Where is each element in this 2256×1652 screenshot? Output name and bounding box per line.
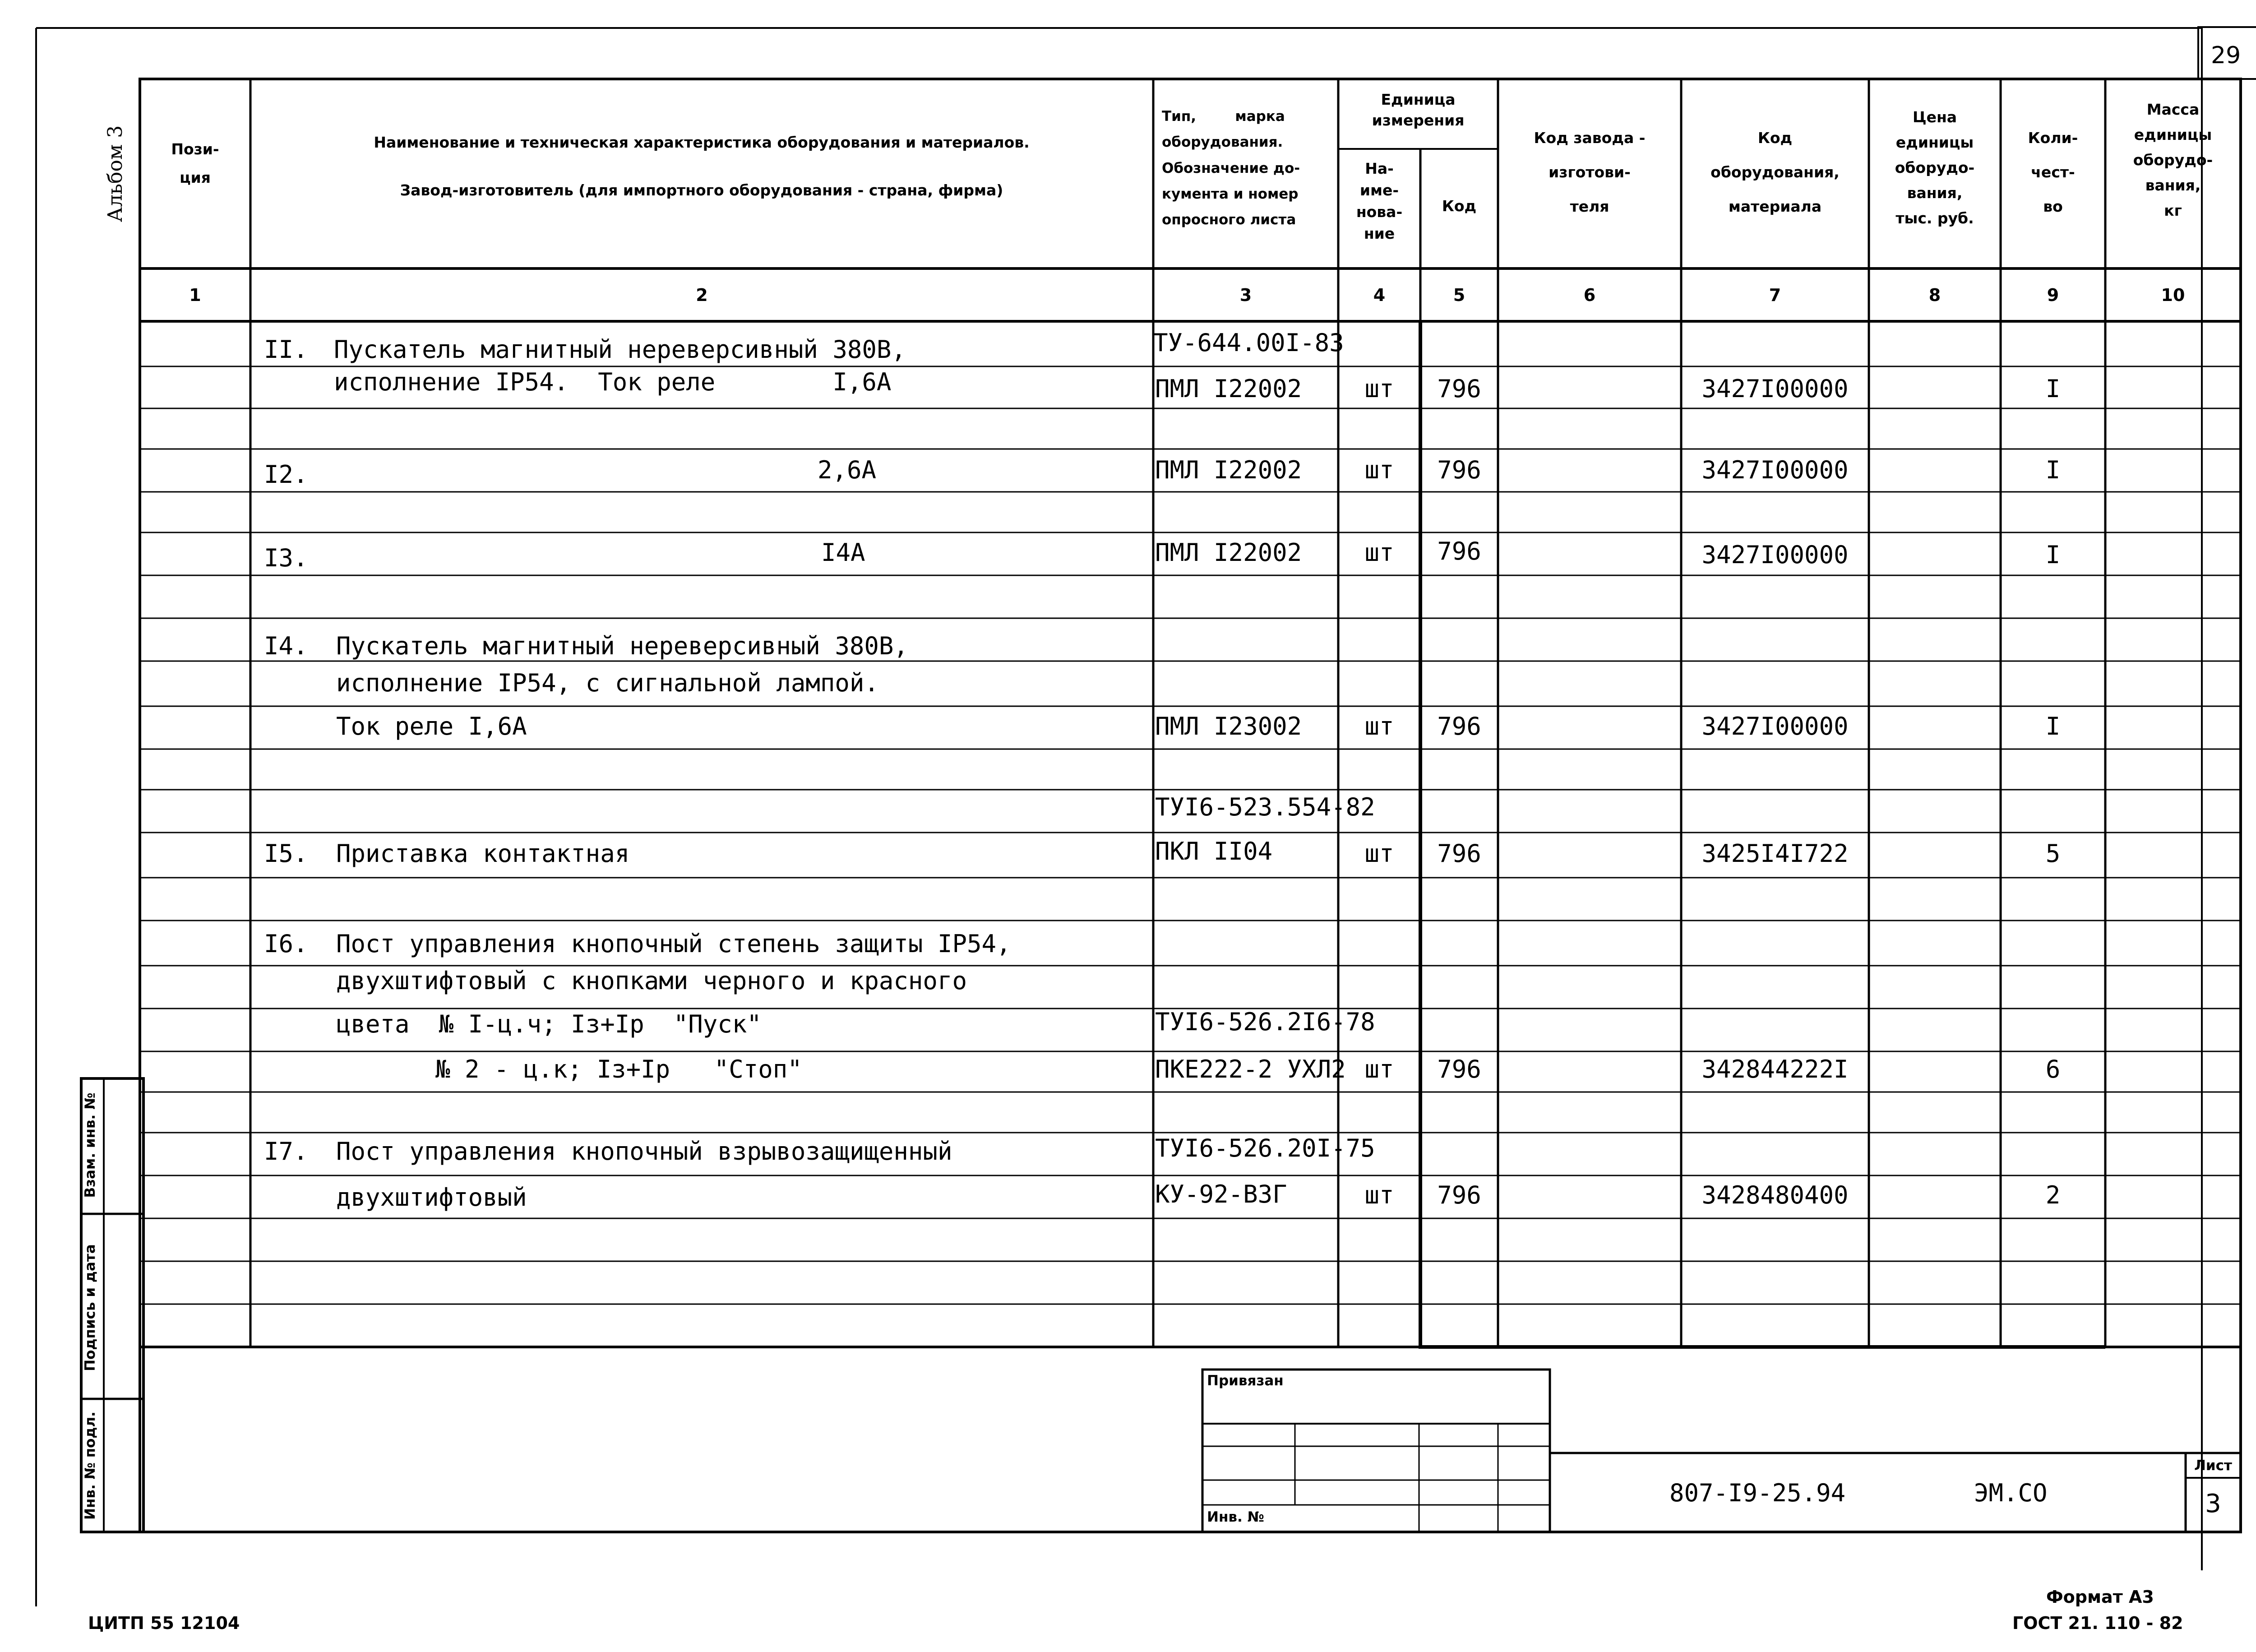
position-number: II. bbox=[264, 335, 308, 364]
item-name: исполнение IP54. Ток реле I,6А bbox=[334, 368, 892, 396]
album-label: Альбом 3 bbox=[104, 125, 127, 222]
document-code: 807-I9-25.94 bbox=[1669, 1479, 1846, 1507]
item-name: 2,6А bbox=[818, 456, 877, 484]
item-name: Пускатель магнитный нереверсивный 380В, bbox=[336, 632, 908, 660]
item-name: Пускатель магнитный нереверсивный 380В, bbox=[334, 335, 906, 364]
item-name: № 2 - ц.к; Iз+Iр "Стоп" bbox=[435, 1055, 802, 1083]
column-number: 1 bbox=[189, 285, 201, 305]
position-number: I3. bbox=[264, 544, 308, 572]
footer-standard: ГОСТ 21. 110 - 82 bbox=[2012, 1613, 2183, 1633]
sheet-label: Лист bbox=[2194, 1458, 2232, 1474]
item-name: Пост управления кнопочный степень защиты IP54, bbox=[336, 930, 1011, 958]
item-name: Приставка контактная bbox=[336, 839, 630, 868]
document-designation: ТУI6-526.20I-75 bbox=[1155, 1134, 1375, 1162]
column-number: 10 bbox=[2161, 285, 2185, 305]
item-name: Ток реле I,6А bbox=[336, 712, 527, 740]
header-type-document: Тип, марка оборудования. Обозначение до- кумента и номер опросного листа bbox=[1162, 108, 1300, 228]
stamp-attached-label: Привязан bbox=[1207, 1373, 1284, 1389]
header-equipment-code: Код оборудования, материала bbox=[1710, 129, 1840, 215]
document-designation: ПМЛ I22002 bbox=[1155, 375, 1302, 403]
unit-code: 796 bbox=[1437, 712, 1481, 740]
document-designation: ПМЛ I23002 bbox=[1155, 712, 1302, 740]
position-number: I4. bbox=[264, 632, 308, 660]
unit-name: шт bbox=[1364, 375, 1394, 403]
unit-name: шт bbox=[1364, 1181, 1394, 1209]
quantity: 2 bbox=[2045, 1181, 2061, 1209]
column-number: 8 bbox=[1928, 285, 1941, 305]
position-number: I5. bbox=[264, 839, 308, 868]
header-unit-price: Цена единицы оборудо- вания, тыс. руб. bbox=[1895, 108, 1975, 227]
item-name: двухштифтовый с кнопками черного и красного bbox=[336, 967, 967, 995]
header-manufacturer-code: Код завода - изготови- теля bbox=[1534, 129, 1646, 215]
column-number: 2 bbox=[696, 285, 708, 305]
item-name: исполнение IP54, с сигнальной лампой. bbox=[336, 669, 879, 697]
unit-name: шт bbox=[1364, 538, 1394, 567]
unit-code: 796 bbox=[1437, 537, 1481, 565]
equipment-code: 3425I4I722 bbox=[1701, 839, 1849, 868]
item-name: цвета № I-ц.ч; Iз+Iр "Пуск" bbox=[336, 1010, 762, 1038]
header-mass: Масса единицы оборудо- вания, кг bbox=[2133, 101, 2213, 220]
unit-code: 796 bbox=[1437, 1181, 1481, 1209]
equipment-code: 3427I00000 bbox=[1701, 541, 1849, 569]
position-number: I6. bbox=[264, 930, 308, 958]
equipment-code: 3427I00000 bbox=[1701, 456, 1849, 484]
quantity: 5 bbox=[2045, 839, 2061, 868]
position-number: I7. bbox=[264, 1137, 308, 1166]
unit-code: 796 bbox=[1437, 456, 1481, 484]
side-stamp-original-inv: Инв. № подл. bbox=[82, 1411, 98, 1520]
footer-printer-code: ЦИТП 55 12104 bbox=[88, 1613, 240, 1633]
column-number: 6 bbox=[1583, 285, 1596, 305]
unit-name: шт bbox=[1364, 712, 1394, 740]
header-quantity: Коли- чест- во bbox=[2028, 129, 2078, 215]
unit-name: шт bbox=[1364, 1055, 1394, 1083]
unit-code: 796 bbox=[1437, 839, 1481, 868]
column-number: 7 bbox=[1769, 285, 1781, 305]
column-number: 5 bbox=[1453, 285, 1465, 305]
document-designation: ТУI6-526.2I6-78 bbox=[1155, 1008, 1375, 1036]
document-designation: КУ-92-В3Г bbox=[1155, 1180, 1287, 1208]
header-unit-code: Код bbox=[1442, 197, 1477, 215]
side-stamp-signature-date: Подпись и дата bbox=[82, 1244, 98, 1371]
item-name: двухштифтовый bbox=[336, 1183, 527, 1212]
quantity: 6 bbox=[2045, 1055, 2061, 1083]
column-number: 3 bbox=[1239, 285, 1252, 305]
document-designation: ПКЕ222-2 УХЛ2 bbox=[1155, 1055, 1346, 1083]
item-name: I4А bbox=[821, 538, 865, 567]
item-name: Пост управления кнопочный взрывозащищенный bbox=[336, 1137, 952, 1166]
document-designation: ПМЛ I22002 bbox=[1155, 456, 1302, 484]
column-number: 4 bbox=[1373, 285, 1386, 305]
stamp-inventory-label: Инв. № bbox=[1207, 1509, 1264, 1525]
quantity: I bbox=[2045, 712, 2061, 740]
side-stamp-replacement-inv: Взам. инв. № bbox=[82, 1092, 98, 1198]
sheet-page-number: 3 bbox=[2205, 1489, 2221, 1518]
equipment-code: 3427I00000 bbox=[1701, 712, 1849, 740]
equipment-code: 3427I00000 bbox=[1701, 375, 1849, 403]
document-designation: ПМЛ I22002 bbox=[1155, 538, 1302, 567]
equipment-code: 3428480400 bbox=[1701, 1181, 1849, 1209]
position-number: I2. bbox=[264, 460, 308, 489]
unit-code: 796 bbox=[1437, 375, 1481, 403]
sheet-number: 29 bbox=[2211, 42, 2241, 69]
quantity: I bbox=[2045, 456, 2061, 484]
column-number: 9 bbox=[2047, 285, 2059, 305]
document-designation: ТУ-644.00I-83 bbox=[1153, 329, 1344, 357]
equipment-code: 342844222I bbox=[1701, 1055, 1849, 1083]
quantity: I bbox=[2045, 375, 2061, 403]
header-name: Наименование и техническая характеристика оборудования и материалов. Завод-изготовитель (для импортного оборудования - страна, фирма) bbox=[374, 134, 1030, 199]
unit-name: шт bbox=[1364, 839, 1394, 868]
header-position: Пози- ция bbox=[171, 140, 219, 186]
footer-format: Формат А3 bbox=[2046, 1587, 2154, 1607]
document-mark: ЭМ.СО bbox=[1974, 1479, 2048, 1507]
unit-name: шт bbox=[1364, 456, 1394, 484]
document-designation: ТУI6-523.554-82 bbox=[1155, 793, 1375, 821]
document-designation: ПКЛ II04 bbox=[1155, 837, 1273, 865]
quantity: I bbox=[2045, 541, 2061, 569]
header-unit-name: На- име- нова- ние bbox=[1356, 160, 1403, 242]
header-unit: Единица измерения bbox=[1372, 91, 1465, 130]
unit-code: 796 bbox=[1437, 1055, 1481, 1083]
